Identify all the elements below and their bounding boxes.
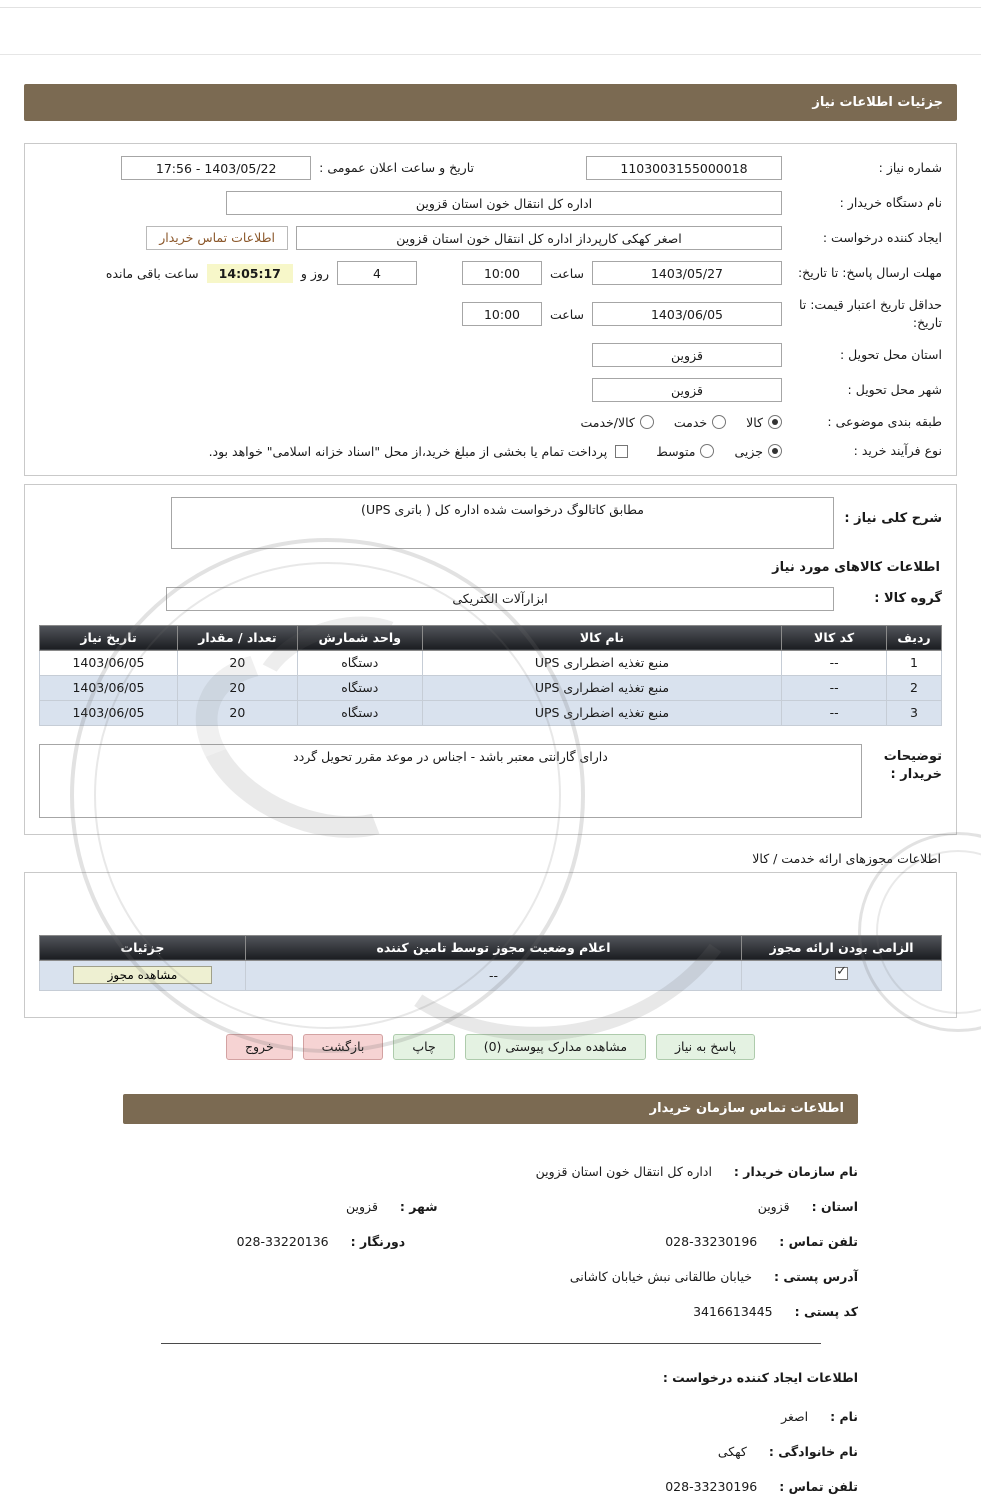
creator-family-label: نام خانوادگی : bbox=[768, 1443, 858, 1459]
view-permit-button[interactable]: مشاهده مجوز bbox=[73, 966, 213, 984]
creator-section-heading: اطلاعات ایجاد کننده درخواست : bbox=[662, 1369, 858, 1385]
buyer-org-row bbox=[39, 191, 942, 215]
city-label: شهر : bbox=[399, 1198, 438, 1214]
permit-details-cell bbox=[40, 960, 246, 990]
buyer-contact-title: اطلاعات تماس سازمان خریدار bbox=[649, 1100, 844, 1116]
col-unit: واحد شمارش bbox=[297, 625, 422, 650]
process-type-row bbox=[39, 442, 942, 460]
classification-label: طبقه بندی موضوعی : bbox=[827, 414, 942, 430]
fax-value: 028-33220136 bbox=[236, 1233, 329, 1249]
address-row bbox=[123, 1269, 858, 1284]
cell-unit: دستگاه bbox=[297, 650, 422, 675]
reply-deadline-date-input[interactable] bbox=[592, 261, 782, 285]
goods-section-heading: اطلاعات کالاهای مورد نیاز bbox=[772, 559, 940, 575]
remaining-hours-label: ساعت باقی مانده bbox=[105, 265, 199, 281]
col-item-code: کد کالا bbox=[782, 625, 887, 650]
announce-datetime-input[interactable] bbox=[121, 156, 311, 180]
cell-item-code: -- bbox=[782, 650, 887, 675]
table-row bbox=[40, 700, 942, 725]
delivery-city-label: شهر محل تحویل : bbox=[847, 382, 942, 398]
permits-table bbox=[39, 935, 942, 991]
address-value: خیابان طالقانی نبش خیابان کاشانی bbox=[569, 1268, 752, 1284]
permit-status-cell: -- bbox=[245, 960, 741, 990]
treasury-checkbox-label: پرداخت تمام یا بخشی از مبلغ خرید،از محل "اسناد خزانه اسلامی" خواهد بود. bbox=[208, 443, 608, 459]
phone-label: تلفن تماس : bbox=[779, 1233, 858, 1249]
need-info-form bbox=[24, 143, 957, 476]
view-attachments-button[interactable]: مشاهده مدارک پیوستی (0) bbox=[465, 1034, 646, 1060]
buyer-notes-label: توضیحات خریدار : bbox=[883, 748, 942, 783]
creator-input[interactable] bbox=[296, 226, 782, 250]
col-row-index: ردیف bbox=[887, 625, 942, 650]
postal-code-label: کد پستی : bbox=[794, 1303, 858, 1319]
org-row bbox=[123, 1164, 858, 1179]
permit-required-checkbox[interactable] bbox=[835, 967, 848, 980]
address-label: آدرس پستی : bbox=[773, 1268, 858, 1284]
need-details-box bbox=[24, 484, 957, 835]
description-label: شرح کلی نیاز : bbox=[844, 510, 942, 526]
action-buttons bbox=[0, 1034, 981, 1060]
cell-unit: دستگاه bbox=[297, 675, 422, 700]
delivery-province-label: استان محل تحویل : bbox=[839, 347, 942, 363]
creator-name-label: نام : bbox=[830, 1408, 858, 1424]
cell-row-index: 1 bbox=[887, 650, 942, 675]
creator-phone-value: 028-33230196 bbox=[665, 1478, 758, 1494]
classification-row bbox=[39, 413, 942, 431]
fax-label: دورنگار : bbox=[350, 1233, 406, 1249]
days-suffix-label: روز و bbox=[300, 265, 329, 281]
cell-need-date: 1403/06/05 bbox=[40, 675, 178, 700]
reply-to-need-button[interactable]: پاسخ به نیاز bbox=[656, 1034, 755, 1060]
col-item-name: نام کالا bbox=[422, 625, 781, 650]
postal-code-row bbox=[123, 1304, 858, 1319]
reply-deadline-hour-label: ساعت bbox=[549, 265, 584, 281]
cell-unit: دستگاه bbox=[297, 700, 422, 725]
buyer-notes-row bbox=[39, 744, 942, 818]
delivery-province-input[interactable] bbox=[592, 343, 782, 367]
radio-minor-label: جزیی bbox=[734, 443, 763, 459]
phone-value: 028-33230196 bbox=[665, 1233, 758, 1249]
countdown-timer: 14:05:17 bbox=[207, 264, 293, 283]
radio-minor-icon[interactable] bbox=[768, 444, 782, 458]
cell-item-code: -- bbox=[782, 700, 887, 725]
city-value: قزوین bbox=[346, 1198, 378, 1214]
radio-goods-label: کالا bbox=[746, 414, 763, 430]
radio-goods-service-label: کالا/خدمت bbox=[580, 414, 635, 430]
cell-quantity: 20 bbox=[177, 675, 297, 700]
classification-option-goods[interactable] bbox=[746, 415, 782, 430]
province-label: استان : bbox=[811, 1198, 858, 1214]
price-validity-date-input[interactable] bbox=[592, 302, 782, 326]
creator-family-value: کهکی bbox=[717, 1443, 747, 1459]
goods-group-label: گروه کالا : bbox=[874, 591, 942, 606]
price-validity-row bbox=[39, 296, 942, 332]
print-button[interactable]: چاپ bbox=[393, 1034, 454, 1060]
cell-quantity: 20 bbox=[177, 650, 297, 675]
cell-need-date: 1403/06/05 bbox=[40, 650, 178, 675]
cell-row-index: 3 bbox=[887, 700, 942, 725]
buyer-org-label: نام دستگاه خریدار : bbox=[839, 194, 942, 210]
creator-phone-row bbox=[123, 1479, 858, 1494]
creator-label: ایجاد کننده درخواست : bbox=[822, 229, 942, 245]
radio-goods-icon[interactable] bbox=[768, 415, 782, 429]
exit-button[interactable]: خروج bbox=[226, 1034, 293, 1060]
creator-name-value: اصغر bbox=[781, 1408, 809, 1424]
radio-service-icon[interactable] bbox=[712, 415, 726, 429]
postal-code-value: 3416613445 bbox=[693, 1303, 773, 1319]
contact-divider bbox=[161, 1343, 821, 1344]
table-row bbox=[40, 650, 942, 675]
buyer-org-input[interactable] bbox=[226, 191, 782, 215]
col-permit-required: الزامی بودن ارائه مجوز bbox=[742, 935, 942, 960]
description-textarea[interactable] bbox=[171, 497, 834, 549]
top-strip bbox=[0, 0, 981, 55]
cell-need-date: 1403/06/05 bbox=[40, 700, 178, 725]
creator-row bbox=[39, 226, 942, 250]
need-number-label: شماره نیاز : bbox=[878, 159, 942, 175]
reply-deadline-hour-input[interactable] bbox=[462, 261, 542, 285]
cell-item-name: منبع تغذیه اضطراری UPS bbox=[422, 700, 781, 725]
org-label: نام سازمان خریدار : bbox=[733, 1163, 858, 1179]
remaining-days-input[interactable] bbox=[337, 261, 417, 285]
process-type-label: نوع فرآیند خرید : bbox=[853, 443, 942, 459]
col-quantity: تعداد / مقدار bbox=[177, 625, 297, 650]
radio-service-label: خدمت bbox=[673, 414, 708, 430]
buyer-contact-link[interactable]: اطلاعات تماس خریدار bbox=[146, 226, 288, 250]
items-table-header bbox=[40, 625, 942, 650]
permits-heading: اطلاعات مجوزهای ارائه خدمت / کالا bbox=[752, 850, 941, 866]
treasury-checkbox[interactable] bbox=[615, 445, 628, 458]
province-value: قزوین bbox=[757, 1198, 790, 1214]
reply-deadline-row bbox=[39, 261, 942, 285]
reply-deadline-label: مهلت ارسال پاسخ: تا تاریخ: bbox=[797, 264, 942, 280]
delivery-city-row bbox=[39, 378, 942, 402]
radio-goods-service-icon[interactable] bbox=[640, 415, 654, 429]
page-title: جزئیات اطلاعات نیاز bbox=[812, 95, 943, 110]
announce-label: تاریخ و ساعت اعلان عمومی : bbox=[319, 159, 474, 175]
delivery-province-row bbox=[39, 343, 942, 367]
buyer-notes-textarea[interactable] bbox=[39, 744, 862, 818]
creator-name-row bbox=[123, 1409, 858, 1424]
description-row bbox=[39, 497, 942, 549]
goods-group-input[interactable] bbox=[166, 587, 834, 611]
classification-option-goods-service[interactable] bbox=[580, 415, 653, 430]
permits-box bbox=[24, 872, 957, 1018]
delivery-city-input[interactable] bbox=[592, 378, 782, 402]
province-city-row bbox=[123, 1199, 858, 1214]
col-permit-details: جزئیات bbox=[40, 935, 246, 960]
cell-quantity: 20 bbox=[177, 700, 297, 725]
col-need-date: تاریخ نیاز bbox=[40, 625, 178, 650]
process-option-minor[interactable] bbox=[734, 444, 782, 459]
need-number-row bbox=[39, 156, 942, 180]
price-validity-hour-label: ساعت bbox=[549, 306, 584, 322]
org-value: اداره کل انتقال خون استان قزوین bbox=[535, 1163, 712, 1179]
top-divider bbox=[0, 0, 981, 8]
permits-table-header bbox=[40, 935, 942, 960]
price-validity-label: حداقل تاریخ اعتبار قیمت: تا تاریخ: bbox=[798, 297, 942, 331]
goods-group-row bbox=[39, 587, 942, 611]
buyer-contact-section bbox=[123, 1164, 858, 1494]
creator-phone-label: تلفن تماس : bbox=[779, 1478, 858, 1494]
radio-medium-label: متوسط bbox=[656, 443, 696, 459]
cell-item-name: منبع تغذیه اضطراری UPS bbox=[422, 675, 781, 700]
cell-item-name: منبع تغذیه اضطراری UPS bbox=[422, 650, 781, 675]
process-option-medium[interactable] bbox=[656, 444, 714, 459]
radio-medium-icon[interactable] bbox=[700, 444, 714, 458]
phone-fax-row bbox=[123, 1234, 858, 1249]
items-table bbox=[39, 625, 942, 726]
cell-row-index: 2 bbox=[887, 675, 942, 700]
permit-row bbox=[40, 960, 942, 990]
buyer-contact-bar bbox=[123, 1094, 858, 1124]
price-validity-hour-input[interactable] bbox=[462, 302, 542, 326]
col-permit-status: اعلام وضعیت مجوز توسط تامین کننده bbox=[245, 935, 741, 960]
creator-family-row bbox=[123, 1444, 858, 1459]
permit-required-cell bbox=[742, 960, 942, 990]
table-row bbox=[40, 675, 942, 700]
page-title-bar bbox=[24, 84, 957, 121]
need-number-input[interactable] bbox=[586, 156, 782, 180]
cell-item-code: -- bbox=[782, 675, 887, 700]
back-button[interactable]: بازگشت bbox=[303, 1034, 384, 1060]
classification-option-service[interactable] bbox=[674, 415, 726, 430]
